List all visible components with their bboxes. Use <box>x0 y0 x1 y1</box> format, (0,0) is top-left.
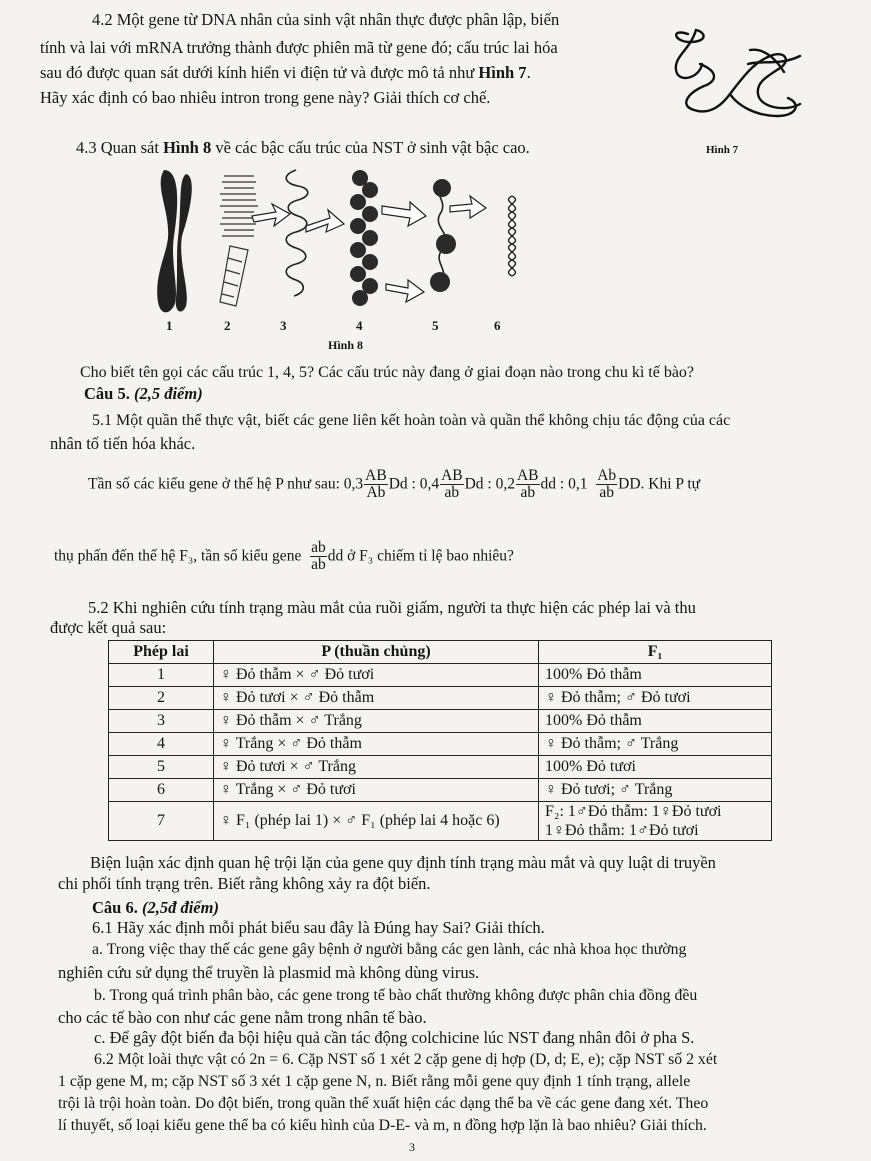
q62-line3: trội là trội hoàn toàn. Do đột biến, trong quần thể xuất hiện các dạng thể ba về các gene đang xét. Theo <box>58 1095 709 1112</box>
table-header: P (thuần chủng) <box>214 641 539 664</box>
q61-c1: c. Để gây đột biến đa bội hiệu quả cần tác động colchicine lúc NST đang nhân đôi ở pha S. <box>94 1028 695 1047</box>
q52-line2: được kết quả sau: <box>50 618 167 637</box>
q42-line1: 4.2 Một gene từ DNA nhân của sinh vật nhân thực được phân lập, biến <box>92 10 560 29</box>
q52-line1: 5.2 Khi nghiên cứu tính trạng màu mắt của ruồi giấm, người ta thực hiện các phép lai và thu <box>88 598 696 617</box>
q42-line3: sau đó được quan sát dưới kính hiển vi điện tử và được mô tả như Hình 7. <box>40 63 531 82</box>
q43-line: 4.3 Quan sát Hình 8 về các bậc cấu trúc của NST ở sinh vật bậc cao. <box>76 138 530 157</box>
table-header: Phép lai <box>109 641 214 664</box>
q62-line2: 1 cặp gene M, m; cặp NST số 3 xét 1 cặp gene N, n. Biết rằng mỗi gene quy định 1 tính trạng, allele <box>58 1073 691 1090</box>
figure-8-label-4: 4 <box>356 318 363 333</box>
q51-genotype-frequencies: Tần số các kiểu gene ở thế hệ P như sau: 0,3 $\frac{AB}{Ab}$ Dd : 0,4 $\frac{AB}{ab}$ Dd : 0,2 $\frac{AB}{ab}$ dd : 0,1 $\frac{Ab}{ab}$ DD. Khi P tự <box>88 467 701 502</box>
cau6-heading: Câu 6. (2,5đ điểm) <box>92 898 219 917</box>
q52-question-line2: chi phối tính trạng trên. Biết rằng không xảy ra đột biến. <box>58 874 431 893</box>
q51-line2: nhân tố tiến hóa khác. <box>50 434 196 453</box>
table-header: F₁ <box>539 641 772 664</box>
figure-8-label-1: 1 <box>166 318 173 333</box>
page-number: 3 <box>409 1140 415 1154</box>
table-row: 2 ♀ Đỏ tươi × ♂ Đỏ thẫm ♀ Đỏ thẫm; ♂ Đỏ tươi <box>109 687 772 710</box>
table-row: 7 ♀ F₁ (phép lai 1) × ♂ F₁ (phép lai 4 hoặc 6) F₂: 1♂Đỏ thẫm: 1♀Đỏ tươi 1♀Đỏ thẫm: 1♂Đỏ tươi <box>109 802 772 841</box>
q61-a2: nghiên cứu sử dụng thể truyền là plasmid mà không dùng virus. <box>58 963 480 982</box>
q42-line2: tính và lai với mRNA trưởng thành được phiên mã từ gene đó; cấu trúc lai hóa <box>40 38 558 57</box>
figure-ref: Hình 7 <box>478 63 527 82</box>
q43-question: Cho biết tên gọi các cấu trúc 1, 4, 5? Các cấu trúc này đang ở giai đoạn nào trong chu kì tế bào? <box>80 364 695 381</box>
table-row: 6 ♀ Trắng × ♂ Đỏ tươi ♀ Đỏ tươi; ♂ Trắng <box>109 779 772 802</box>
table-row: 4 ♀ Trắng × ♂ Đỏ thẫm ♀ Đỏ thẫm; ♂ Trắng <box>109 733 772 756</box>
q61-b2: cho các tế bào con như các gene nằm trong nhân tế bào. <box>58 1008 427 1027</box>
figure-7-caption: Hình 7 <box>706 144 739 156</box>
figure-8-label-2: 2 <box>224 318 231 333</box>
figure-8-label-6: 6 <box>494 318 501 333</box>
q52-question-line1: Biện luận xác định quan hệ trội lặn của gene quy định tính trạng màu mắt và quy luật di truyền <box>90 853 716 872</box>
figure-8-label-5: 5 <box>432 318 439 333</box>
q61-b1: b. Trong quá trình phân bào, các gene trong tế bào chất thường không được phân chia đồng đều <box>94 987 698 1004</box>
q61-a1: a. Trong việc thay thế các gene gây bệnh ở người bằng các gen lành, các nhà khoa học thường <box>92 941 687 958</box>
table-row: 5 ♀ Đỏ tươi × ♂ Trắng 100% Đỏ tươi <box>109 756 772 779</box>
cross-results-table <box>108 640 772 841</box>
figure-8-chromosome-levels <box>150 166 530 316</box>
cau5-heading: Câu 5. (2,5 điểm) <box>84 384 203 403</box>
figure-8-caption: Hình 8 <box>328 338 364 352</box>
q62-line1: 6.2 Một loài thực vật có 2n = 6. Cặp NST số 1 xét 2 cặp gene dị hợp (D, d; E, e); cặp NST số 2 xét <box>94 1051 718 1068</box>
q61-line1: 6.1 Hãy xác định mỗi phát biểu sau đây là Đúng hay Sai? Giải thích. <box>92 918 545 937</box>
figure-7-hybrid-diagram <box>660 20 810 130</box>
q62-line4: lí thuyết, số loại kiểu gene thể ba có kiểu hình của D-E- và m, n đồng hợp lặn là bao nhiêu? Giải thích. <box>58 1117 707 1134</box>
figure-8-label-3: 3 <box>280 318 287 333</box>
q51-question: thụ phấn đến thế hệ F₃, tần số kiểu gene $\frac{ab}{ab}$ dd ở F₃ chiếm tỉ lệ bao nhiêu? <box>54 539 514 574</box>
table-row: 1 ♀ Đỏ thẫm × ♂ Đỏ tươi 100% Đỏ thẫm <box>109 664 772 687</box>
q51-line1: 5.1 Một quần thể thực vật, biết các gene liên kết hoàn toàn và quần thể không chịu tác động của các <box>92 412 731 429</box>
table-row: 3 ♀ Đỏ thẫm × ♂ Trắng 100% Đỏ thẫm <box>109 710 772 733</box>
q42-line4: Hãy xác định có bao nhiêu intron trong gene này? Giải thích cơ chế. <box>40 88 491 107</box>
